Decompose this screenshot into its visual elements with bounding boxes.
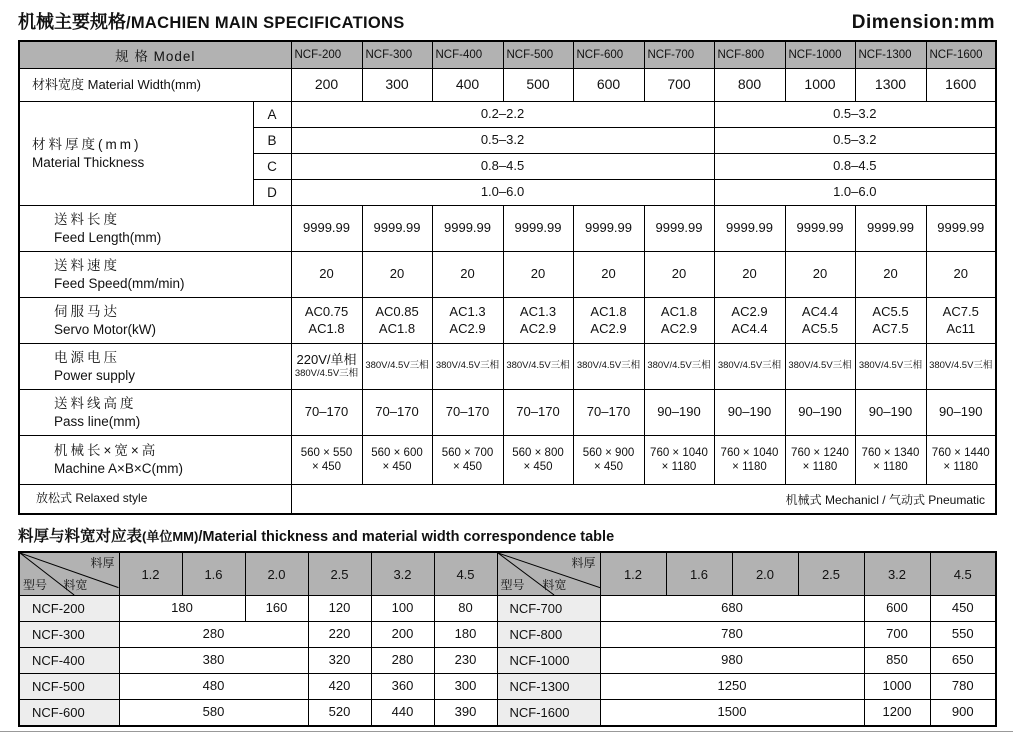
corr-width-value: 580 <box>119 700 308 727</box>
corr-width-value: 480 <box>119 674 308 700</box>
machine-size-row <box>19 436 996 485</box>
feed-speed-value: 20 <box>855 252 926 298</box>
corr-width-value: 1000 <box>864 674 930 700</box>
machine-size-value: 760 × 1440 × 1180 <box>926 436 996 485</box>
machine-size-value: 560 × 900 × 450 <box>573 436 644 485</box>
relaxed-style-label: 放松式 Relaxed style <box>19 485 291 515</box>
thickness-header: 4.5 <box>930 552 996 596</box>
feed-speed-value: 20 <box>291 252 362 298</box>
model-header: NCF-1000 <box>785 41 855 69</box>
corr-title-zh: 料厚与料宽对应表 <box>18 528 143 545</box>
corr-data-row <box>19 596 996 622</box>
servo-motor-value: AC1.8 AC2.9 <box>644 298 714 344</box>
power-supply-label <box>19 344 291 390</box>
pass-line-row <box>19 390 996 436</box>
servo-motor-row <box>19 298 996 344</box>
spec-header-row <box>19 41 996 69</box>
thickness-header: 1.6 <box>182 552 245 596</box>
corr-model-name: NCF-600 <box>19 700 119 727</box>
feed-speed-value: 20 <box>644 252 714 298</box>
pass-line-value: 70–170 <box>432 390 503 436</box>
corr-data-row <box>19 648 996 674</box>
power-supply-label-zh: 电源电压 <box>54 349 120 365</box>
pass-line-value: 90–190 <box>926 390 996 436</box>
material-width-value: 1000 <box>785 69 855 102</box>
servo-motor-value: AC2.9 AC4.4 <box>714 298 785 344</box>
feed-speed-label <box>19 252 291 298</box>
material-width-value: 300 <box>362 69 432 102</box>
corr-width-value: 360 <box>371 674 434 700</box>
corr-model-name: NCF-400 <box>19 648 119 674</box>
thickness-header: 1.2 <box>600 552 666 596</box>
corr-width-value: 160 <box>245 596 308 622</box>
feed-length-label-zh: 送料长度 <box>54 211 120 227</box>
material-width-value: 1600 <box>926 69 996 102</box>
titlebar <box>18 8 995 34</box>
model-header: NCF-400 <box>432 41 503 69</box>
feed-length-value: 9999.99 <box>926 206 996 252</box>
power-supply-value: 380V/4.5V三相 <box>926 344 996 390</box>
machine-size-value: 560 × 700 × 450 <box>432 436 503 485</box>
corner-width-label: 料宽 <box>542 578 567 592</box>
thickness-header: 3.2 <box>371 552 434 596</box>
pass-line-value: 70–170 <box>503 390 573 436</box>
thickness-range-small-models: 0.2–2.2 <box>291 102 714 128</box>
power-supply-value: 380V/4.5V三相 <box>503 344 573 390</box>
dimension-note: Dimension:mm <box>851 12 995 33</box>
feed-speed-value: 20 <box>714 252 785 298</box>
thickness-range-small-models: 0.5–3.2 <box>291 128 714 154</box>
model-header: NCF-700 <box>644 41 714 69</box>
corr-width-value: 120 <box>308 596 371 622</box>
thickness-grade: D <box>253 180 291 206</box>
corr-width-value: 1250 <box>600 674 864 700</box>
feed-speed-value: 20 <box>785 252 855 298</box>
servo-motor-value: AC7.5 Ac11 <box>926 298 996 344</box>
power-supply-value: 380V/4.5V三相 <box>714 344 785 390</box>
corr-model-name: NCF-500 <box>19 674 119 700</box>
feed-length-value: 9999.99 <box>362 206 432 252</box>
spec-model-header-label: 规 格 Model <box>19 41 291 69</box>
feed-speed-value: 20 <box>573 252 644 298</box>
corr-width-value: 850 <box>864 648 930 674</box>
power-supply-value: 380V/4.5V三相 <box>432 344 503 390</box>
corr-width-value: 520 <box>308 700 371 727</box>
material-width-value: 800 <box>714 69 785 102</box>
corr-model-name: NCF-800 <box>497 622 600 648</box>
machine-size-value: 760 × 1340 × 1180 <box>855 436 926 485</box>
page-title-zh: 机械主要规格 <box>18 12 126 32</box>
corr-width-value: 280 <box>119 622 308 648</box>
page-title <box>18 8 405 34</box>
feed-length-label <box>19 206 291 252</box>
corr-width-value: 650 <box>930 648 996 674</box>
corr-width-value: 1200 <box>864 700 930 727</box>
corner-header-cell <box>497 552 600 596</box>
material-thickness-row <box>19 102 996 128</box>
page-title-en: /MACHIEN MAIN SPECIFICATIONS <box>126 14 405 32</box>
pass-line-value: 70–170 <box>362 390 432 436</box>
machine-size-value: 760 × 1040 × 1180 <box>644 436 714 485</box>
spec-table <box>18 40 997 515</box>
model-header: NCF-800 <box>714 41 785 69</box>
thickness-header: 2.0 <box>732 552 798 596</box>
material-width-value: 400 <box>432 69 503 102</box>
thickness-header: 2.0 <box>245 552 308 596</box>
corr-width-value: 390 <box>434 700 497 727</box>
corr-width-value: 180 <box>434 622 497 648</box>
servo-motor-label-zh: 伺服马达 <box>54 303 120 319</box>
material-thickness-label-en: Material Thickness <box>32 154 145 170</box>
corr-model-name: NCF-1300 <box>497 674 600 700</box>
corr-width-value: 980 <box>600 648 864 674</box>
corner-thickness-label: 料厚 <box>90 556 115 570</box>
corr-table <box>18 551 997 727</box>
servo-motor-value: AC4.4 AC5.5 <box>785 298 855 344</box>
corr-width-value: 100 <box>371 596 434 622</box>
model-header: NCF-1300 <box>855 41 926 69</box>
feed-speed-value: 20 <box>503 252 573 298</box>
material-width-value: 700 <box>644 69 714 102</box>
model-header: NCF-500 <box>503 41 573 69</box>
thickness-range-large-models: 0.5–3.2 <box>714 128 996 154</box>
corr-width-value: 440 <box>371 700 434 727</box>
corr-width-value: 780 <box>600 622 864 648</box>
corr-width-value: 80 <box>434 596 497 622</box>
corr-header-row <box>19 552 996 596</box>
material-width-value: 500 <box>503 69 573 102</box>
corr-width-value: 300 <box>434 674 497 700</box>
pass-line-label-en: Pass line(mm) <box>54 413 141 429</box>
servo-motor-label <box>19 298 291 344</box>
pass-line-label-zh: 送料线高度 <box>54 395 137 411</box>
model-header: NCF-200 <box>291 41 362 69</box>
corr-data-row <box>19 622 996 648</box>
corner-thickness-label: 料厚 <box>571 556 596 570</box>
power-supply-value: 380V/4.5V三相 <box>644 344 714 390</box>
corr-width-value: 1500 <box>600 700 864 727</box>
pass-line-label <box>19 390 291 436</box>
material-thickness-label <box>19 102 253 206</box>
power-supply-value: 380V/4.5V三相 <box>855 344 926 390</box>
corner-header-cell <box>19 552 119 596</box>
feed-speed-label-zh: 送料速度 <box>54 257 120 273</box>
power-supply-value: 380V/4.5V三相 <box>785 344 855 390</box>
corr-model-name: NCF-200 <box>19 596 119 622</box>
power-supply-label-en: Power supply <box>54 367 136 383</box>
servo-motor-value: AC1.3 AC2.9 <box>432 298 503 344</box>
correspondence-table-title <box>18 524 995 546</box>
corr-width-value: 380 <box>119 648 308 674</box>
corner-width-label: 料宽 <box>63 578 88 592</box>
feed-speed-row <box>19 252 996 298</box>
thickness-grade: C <box>253 154 291 180</box>
thickness-range-small-models: 1.0–6.0 <box>291 180 714 206</box>
pass-line-value: 90–190 <box>855 390 926 436</box>
feed-length-value: 9999.99 <box>503 206 573 252</box>
model-header: NCF-600 <box>573 41 644 69</box>
material-width-value: 200 <box>291 69 362 102</box>
servo-motor-value: AC1.8 AC2.9 <box>573 298 644 344</box>
feed-length-value: 9999.99 <box>855 206 926 252</box>
machine-size-value: 760 × 1240 × 1180 <box>785 436 855 485</box>
relaxed-style-row <box>19 485 996 515</box>
machine-size-label-zh: 机械长×宽×高 <box>54 443 159 459</box>
feed-length-value: 9999.99 <box>644 206 714 252</box>
corr-data-row <box>19 674 996 700</box>
servo-motor-value: AC1.3 AC2.9 <box>503 298 573 344</box>
power-supply-value: 380V/4.5V三相 <box>362 344 432 390</box>
thickness-header: 2.5 <box>798 552 864 596</box>
feed-length-value: 9999.99 <box>714 206 785 252</box>
feed-length-value: 9999.99 <box>785 206 855 252</box>
corr-model-name: NCF-1000 <box>497 648 600 674</box>
feed-length-value: 9999.99 <box>432 206 503 252</box>
pass-line-value: 90–190 <box>785 390 855 436</box>
feed-length-value: 9999.99 <box>573 206 644 252</box>
thickness-grade: B <box>253 128 291 154</box>
pass-line-value: 70–170 <box>291 390 362 436</box>
pass-line-value: 90–190 <box>644 390 714 436</box>
corr-model-name: NCF-1600 <box>497 700 600 727</box>
thickness-grade: A <box>253 102 291 128</box>
corr-width-value: 320 <box>308 648 371 674</box>
machine-size-label-en: Machine A×B×C(mm) <box>54 461 184 476</box>
thickness-header: 1.2 <box>119 552 182 596</box>
material-width-label: 材料宽度 Material Width(mm) <box>19 69 291 102</box>
corr-model-name: NCF-700 <box>497 596 600 622</box>
corr-width-value: 780 <box>930 674 996 700</box>
thickness-header: 4.5 <box>434 552 497 596</box>
power-supply-row <box>19 344 996 390</box>
corr-title-unit: (单位MM) <box>142 529 199 544</box>
feed-speed-value: 20 <box>362 252 432 298</box>
thickness-range-large-models: 0.5–3.2 <box>714 102 996 128</box>
machine-size-value: 560 × 550 × 450 <box>291 436 362 485</box>
corr-width-value: 900 <box>930 700 996 727</box>
machine-size-value: 560 × 800 × 450 <box>503 436 573 485</box>
feed-speed-label-en: Feed Speed(mm/min) <box>54 275 185 291</box>
feed-speed-value: 20 <box>926 252 996 298</box>
corr-title-en: /Material thickness and material width correspondence table <box>198 529 615 545</box>
corr-width-value: 450 <box>930 596 996 622</box>
servo-motor-value: AC0.75 AC1.8 <box>291 298 362 344</box>
feed-length-label-en: Feed Length(mm) <box>54 229 162 245</box>
machine-size-label <box>19 436 291 485</box>
corr-width-value: 420 <box>308 674 371 700</box>
machine-size-value: 560 × 600 × 450 <box>362 436 432 485</box>
thickness-header: 1.6 <box>666 552 732 596</box>
corr-width-value: 280 <box>371 648 434 674</box>
relaxed-style-value: 机械式 Mechanicl / 气动式 Pneumatic <box>291 485 996 515</box>
corner-model-label: 型号 <box>23 578 48 592</box>
material-width-value: 1300 <box>855 69 926 102</box>
corr-data-row <box>19 700 996 727</box>
corr-width-value: 230 <box>434 648 497 674</box>
servo-motor-value: AC0.85 AC1.8 <box>362 298 432 344</box>
corner-model-label: 型号 <box>500 578 525 592</box>
feed-length-row <box>19 206 996 252</box>
corr-width-value: 600 <box>864 596 930 622</box>
corr-width-value: 680 <box>600 596 864 622</box>
machine-size-value: 760 × 1040 × 1180 <box>714 436 785 485</box>
thickness-range-large-models: 0.8–4.5 <box>714 154 996 180</box>
corr-width-value: 550 <box>930 622 996 648</box>
material-width-row <box>19 69 996 102</box>
feed-speed-value: 20 <box>432 252 503 298</box>
corr-width-value: 200 <box>371 622 434 648</box>
corr-model-name: NCF-300 <box>19 622 119 648</box>
pass-line-value: 70–170 <box>573 390 644 436</box>
servo-motor-value: AC5.5 AC7.5 <box>855 298 926 344</box>
thickness-range-large-models: 1.0–6.0 <box>714 180 996 206</box>
corr-width-value: 220 <box>308 622 371 648</box>
power-supply-value: 220V/单相 380V/4.5V三相 <box>291 344 362 390</box>
pass-line-value: 90–190 <box>714 390 785 436</box>
thickness-range-small-models: 0.8–4.5 <box>291 154 714 180</box>
thickness-header: 3.2 <box>864 552 930 596</box>
material-thickness-label-zh: 材料厚度(mm) <box>32 136 142 152</box>
model-header: NCF-1600 <box>926 41 996 69</box>
thickness-header: 2.5 <box>308 552 371 596</box>
corr-width-value: 700 <box>864 622 930 648</box>
model-header: NCF-300 <box>362 41 432 69</box>
material-width-value: 600 <box>573 69 644 102</box>
feed-length-value: 9999.99 <box>291 206 362 252</box>
servo-motor-label-en: Servo Motor(kW) <box>54 321 157 337</box>
power-supply-value: 380V/4.5V三相 <box>573 344 644 390</box>
corr-width-value: 180 <box>119 596 245 622</box>
